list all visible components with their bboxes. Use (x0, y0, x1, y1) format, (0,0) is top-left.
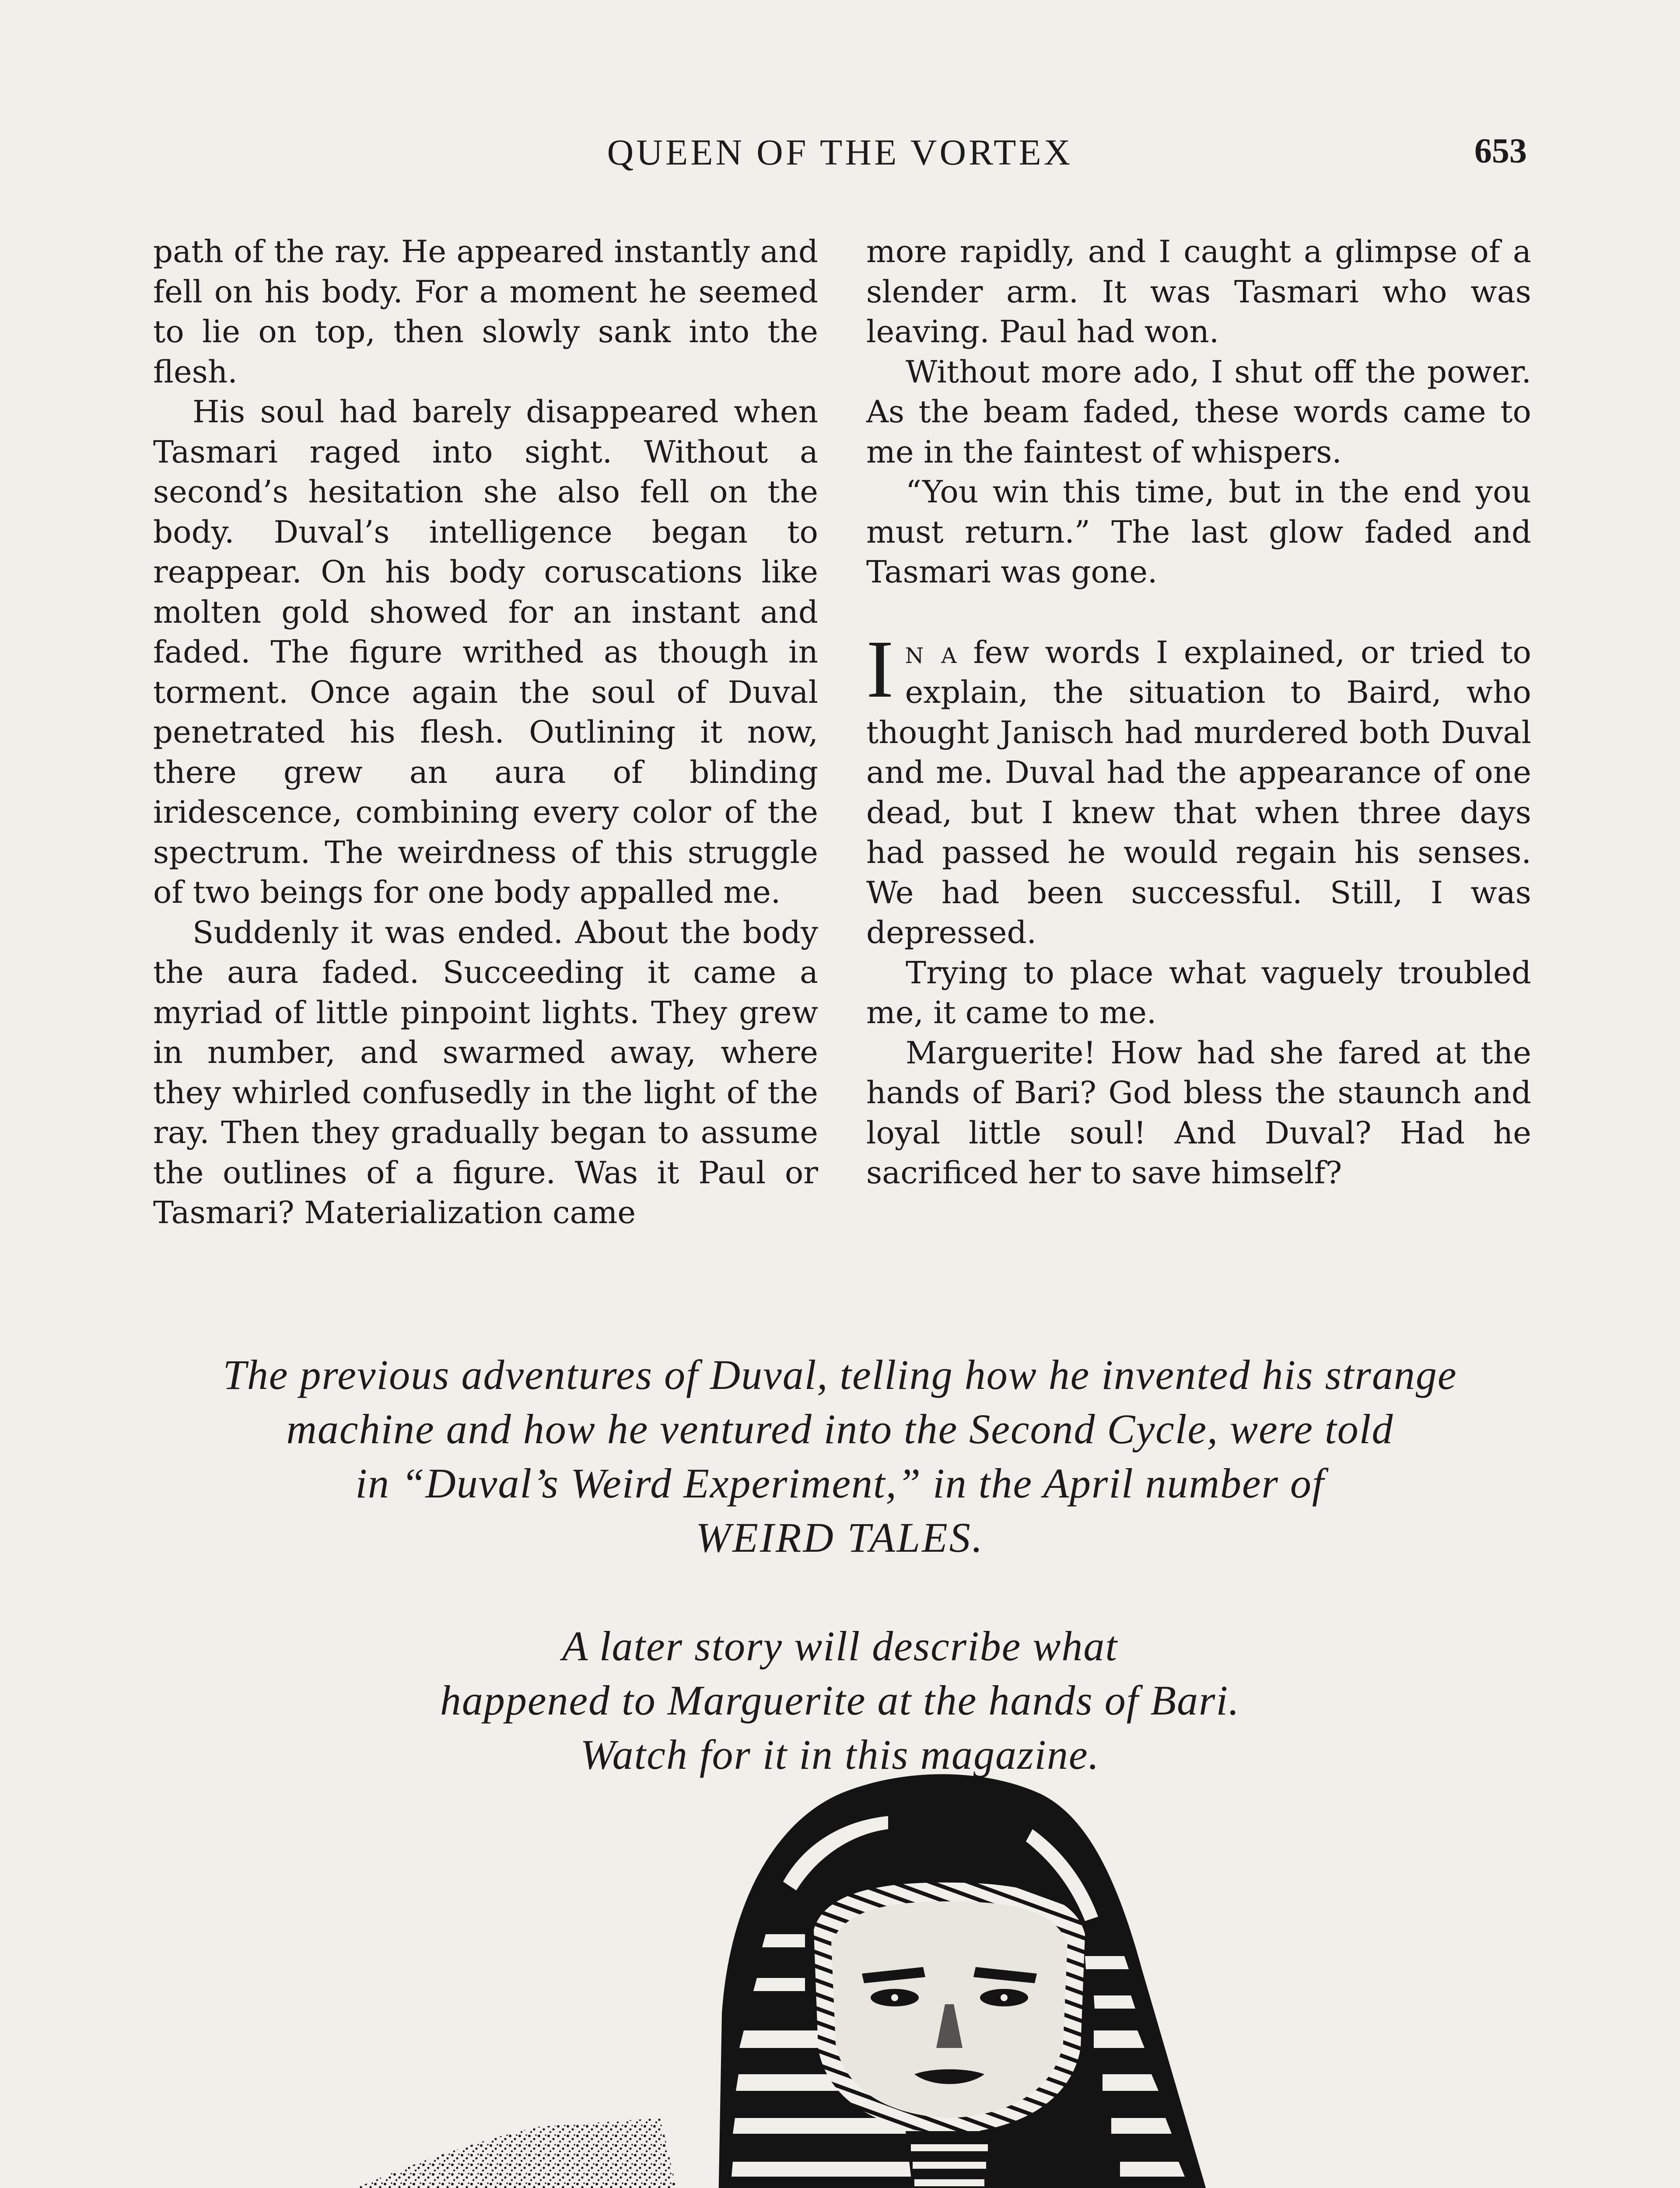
paragraph: Without more ado, I shut off the power. As the beam faded, these words came to me in the faintest of whispers. (866, 354, 1531, 470)
editor-note-line: in “Duval’s Weird Experiment,” in the April number of (355, 1460, 1325, 1507)
paragraph: Trying to place what vaguely troubled me, it came to me. (866, 954, 1531, 1031)
editor-note-line: The previous adventures of Duval, telling how he invented his strange (223, 1351, 1457, 1398)
paragraph: Marguerite! How had she fared at the hands of Bari? God bless the staunch and loyal little soul! And Duval? Had he sacrificed her to save himself? (866, 1034, 1531, 1191)
magazine-name: WEIRD TALES. (696, 1514, 984, 1561)
story-title: QUEEN OF THE VORTEX (607, 132, 1073, 173)
editor-note-line: Watch for it in this magazine. (580, 1731, 1100, 1778)
drop-cap: I (866, 623, 894, 715)
page-number: 653 (1474, 132, 1527, 170)
paragraph-text: few words I explained, or tried to explain, the situation to Baird, who thought Janisch had murdered both Duval and me. Duval had the appearance of one dead, but I knew that when three days had passed he would regain his senses. We had been successful. Still, I was depressed. (866, 634, 1532, 950)
section-opening-paragraph (866, 623, 1532, 953)
small-caps-lead: n a (905, 634, 958, 670)
editor-note-line (144, 1511, 1536, 1673)
sphinx-icon (162, 1768, 1527, 2188)
editor-note-line: machine and how he ventured into the Second Cycle, were told (286, 1406, 1394, 1452)
running-head (153, 131, 1527, 184)
left-column (153, 232, 818, 1233)
right-column (866, 232, 1531, 1193)
paragraph: Suddenly it was ended. About the body the aura faded. Succeeding it came a myriad of little pinpoint lights. They grew in number, and swarmed away, where they whirled confusedly in the light of the ray. Then they gradually began to assume the outlines of a figure. Was it Paul or Tasmari? Materialization came (153, 914, 818, 1231)
sphinx-illustration (162, 1768, 1527, 2188)
story-body (153, 232, 1532, 1317)
paragraph: path of the ray. He appeared instantly and fell on his body. For a moment he seemed to lie on top, then slowly sank into the flesh. (153, 234, 818, 390)
editor-note-line: happened to Marguerite at the hands of Bari. (440, 1677, 1240, 1724)
editor-note (144, 1348, 1536, 1778)
paragraph: “You win this time, but in the end you must return.” The last glow faded and Tasmari was gone. (866, 474, 1531, 590)
paragraph: more rapidly, and I caught a glimpse of a slender arm. It was Tasmari who was leaving. Paul had won. (866, 234, 1531, 350)
editor-note-text: A later story will describe what (562, 1623, 1118, 1669)
paragraph: His soul had barely disappeared when Tasmari raged into sight. Without a second’s hesitation she also fell on the body. Duval’s intelligence began to reappear. On his body coruscations like molten gold showed for an instant and faded. The figure writhed as though in torment. Once again the soul of Duval penetrated his flesh. Outlining it now, there grew an aura of blinding iridescence, combining every color of the spectrum. The weirdness of this struggle of two beings for one body appalled me. (153, 394, 818, 910)
